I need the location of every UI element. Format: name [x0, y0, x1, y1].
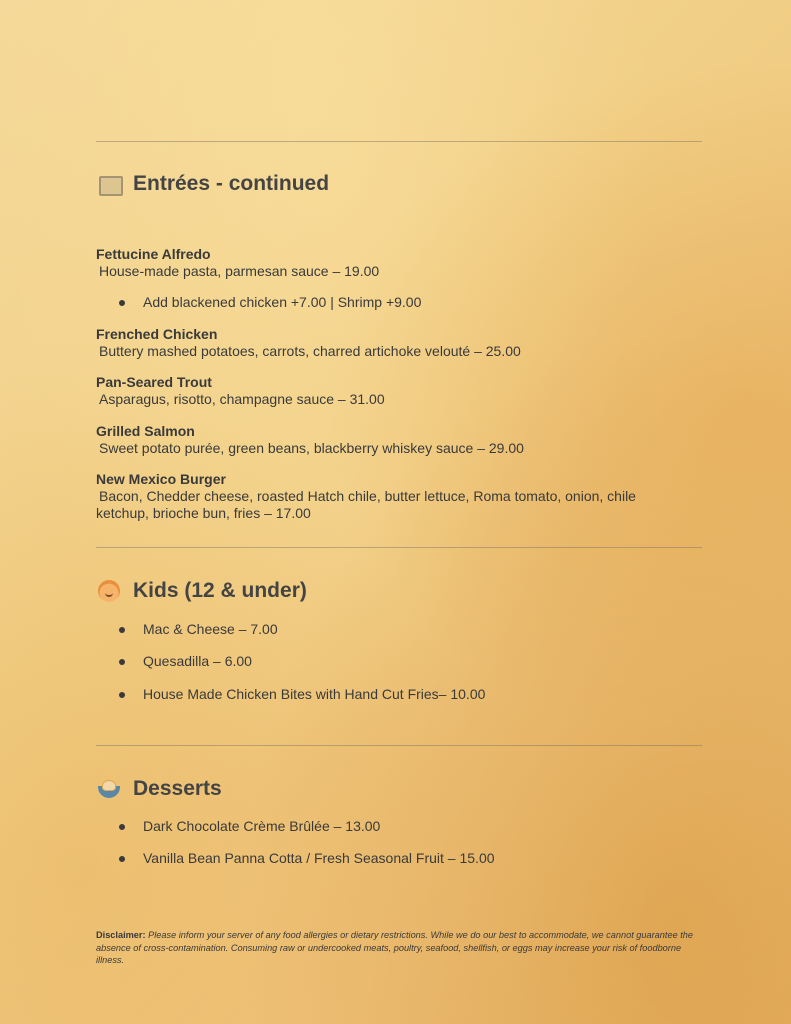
disclaimer	[96, 929, 696, 967]
entrees-heading	[97, 172, 329, 196]
dessert-item-text: Vanilla Bean Panna Cotta / Fresh Seasonal Fruit – 15.00	[143, 850, 495, 866]
item-description-continued: ketchup, brioche bun, fries – 17.00	[96, 505, 311, 521]
disclaimer-label: Disclaimer:	[96, 930, 146, 940]
item-name: Pan-Seared Trout	[96, 374, 212, 390]
bullet-dot	[119, 856, 125, 862]
kids-item-text: Quesadilla – 6.00	[143, 653, 252, 669]
dessert-item	[119, 850, 495, 867]
menu-item-burger	[96, 471, 696, 522]
item-description: Asparagus, risotto, champagne sauce – 31.00	[99, 391, 385, 407]
kids-heading-text: Kids (12 & under)	[133, 579, 307, 602]
kids-item	[119, 621, 278, 638]
kids-heading	[97, 579, 307, 603]
item-description: Buttery mashed potatoes, carrots, charred artichoke velouté – 25.00	[99, 343, 521, 359]
divider	[96, 141, 702, 142]
kids-item-text: Mac & Cheese – 7.00	[143, 621, 278, 637]
divider	[96, 547, 702, 548]
item-description: Sweet potato purée, green beans, blackberry whiskey sauce – 29.00	[99, 440, 524, 456]
dessert-item-text: Dark Chocolate Crème Brûlée – 13.00	[143, 818, 381, 834]
entrees-heading-text: Entrées - continued	[133, 172, 330, 195]
bullet-dot	[119, 627, 125, 633]
item-name: Grilled Salmon	[96, 423, 195, 439]
addon-text: Add blackened chicken +7.00 | Shrimp +9.00	[143, 294, 422, 310]
item-name: Frenched Chicken	[96, 326, 218, 342]
item-description: House-made pasta, parmesan sauce – 19.00	[99, 263, 380, 279]
menu-item-trout	[96, 374, 696, 408]
bullet-dot	[119, 300, 125, 306]
desserts-heading	[97, 777, 222, 801]
dessert-icon	[97, 777, 121, 801]
fork-knife-icon	[97, 172, 121, 196]
addon-bullet	[119, 294, 421, 311]
dessert-item	[119, 818, 380, 835]
menu-item-frenched-chicken	[96, 326, 696, 360]
item-name: Fettucine Alfredo	[96, 246, 211, 262]
kids-item-text: House Made Chicken Bites with Hand Cut Fries– 10.00	[143, 686, 486, 702]
menu-item-salmon	[96, 423, 696, 457]
desserts-heading-text: Desserts	[133, 777, 222, 800]
item-description: Bacon, Chedder cheese, roasted Hatch chile, butter lettuce, Roma tomato, onion, chile	[99, 488, 636, 504]
item-name: New Mexico Burger	[96, 471, 226, 487]
bullet-dot	[119, 692, 125, 698]
kids-item	[119, 653, 252, 670]
bullet-dot	[119, 659, 125, 665]
child-icon	[97, 579, 121, 603]
menu-item-fettucine	[96, 246, 696, 280]
disclaimer-text: Please inform your server of any food allergies or dietary restrictions. While we do our best to accommodate, we cannot guarantee the absence of cross-contamination. Consuming raw or undercooked meats, poultry, seafood, shellfish, or eggs may increase your risk of foodborne illness.	[96, 930, 693, 965]
divider	[96, 745, 702, 746]
bullet-dot	[119, 824, 125, 830]
kids-item	[119, 686, 485, 703]
